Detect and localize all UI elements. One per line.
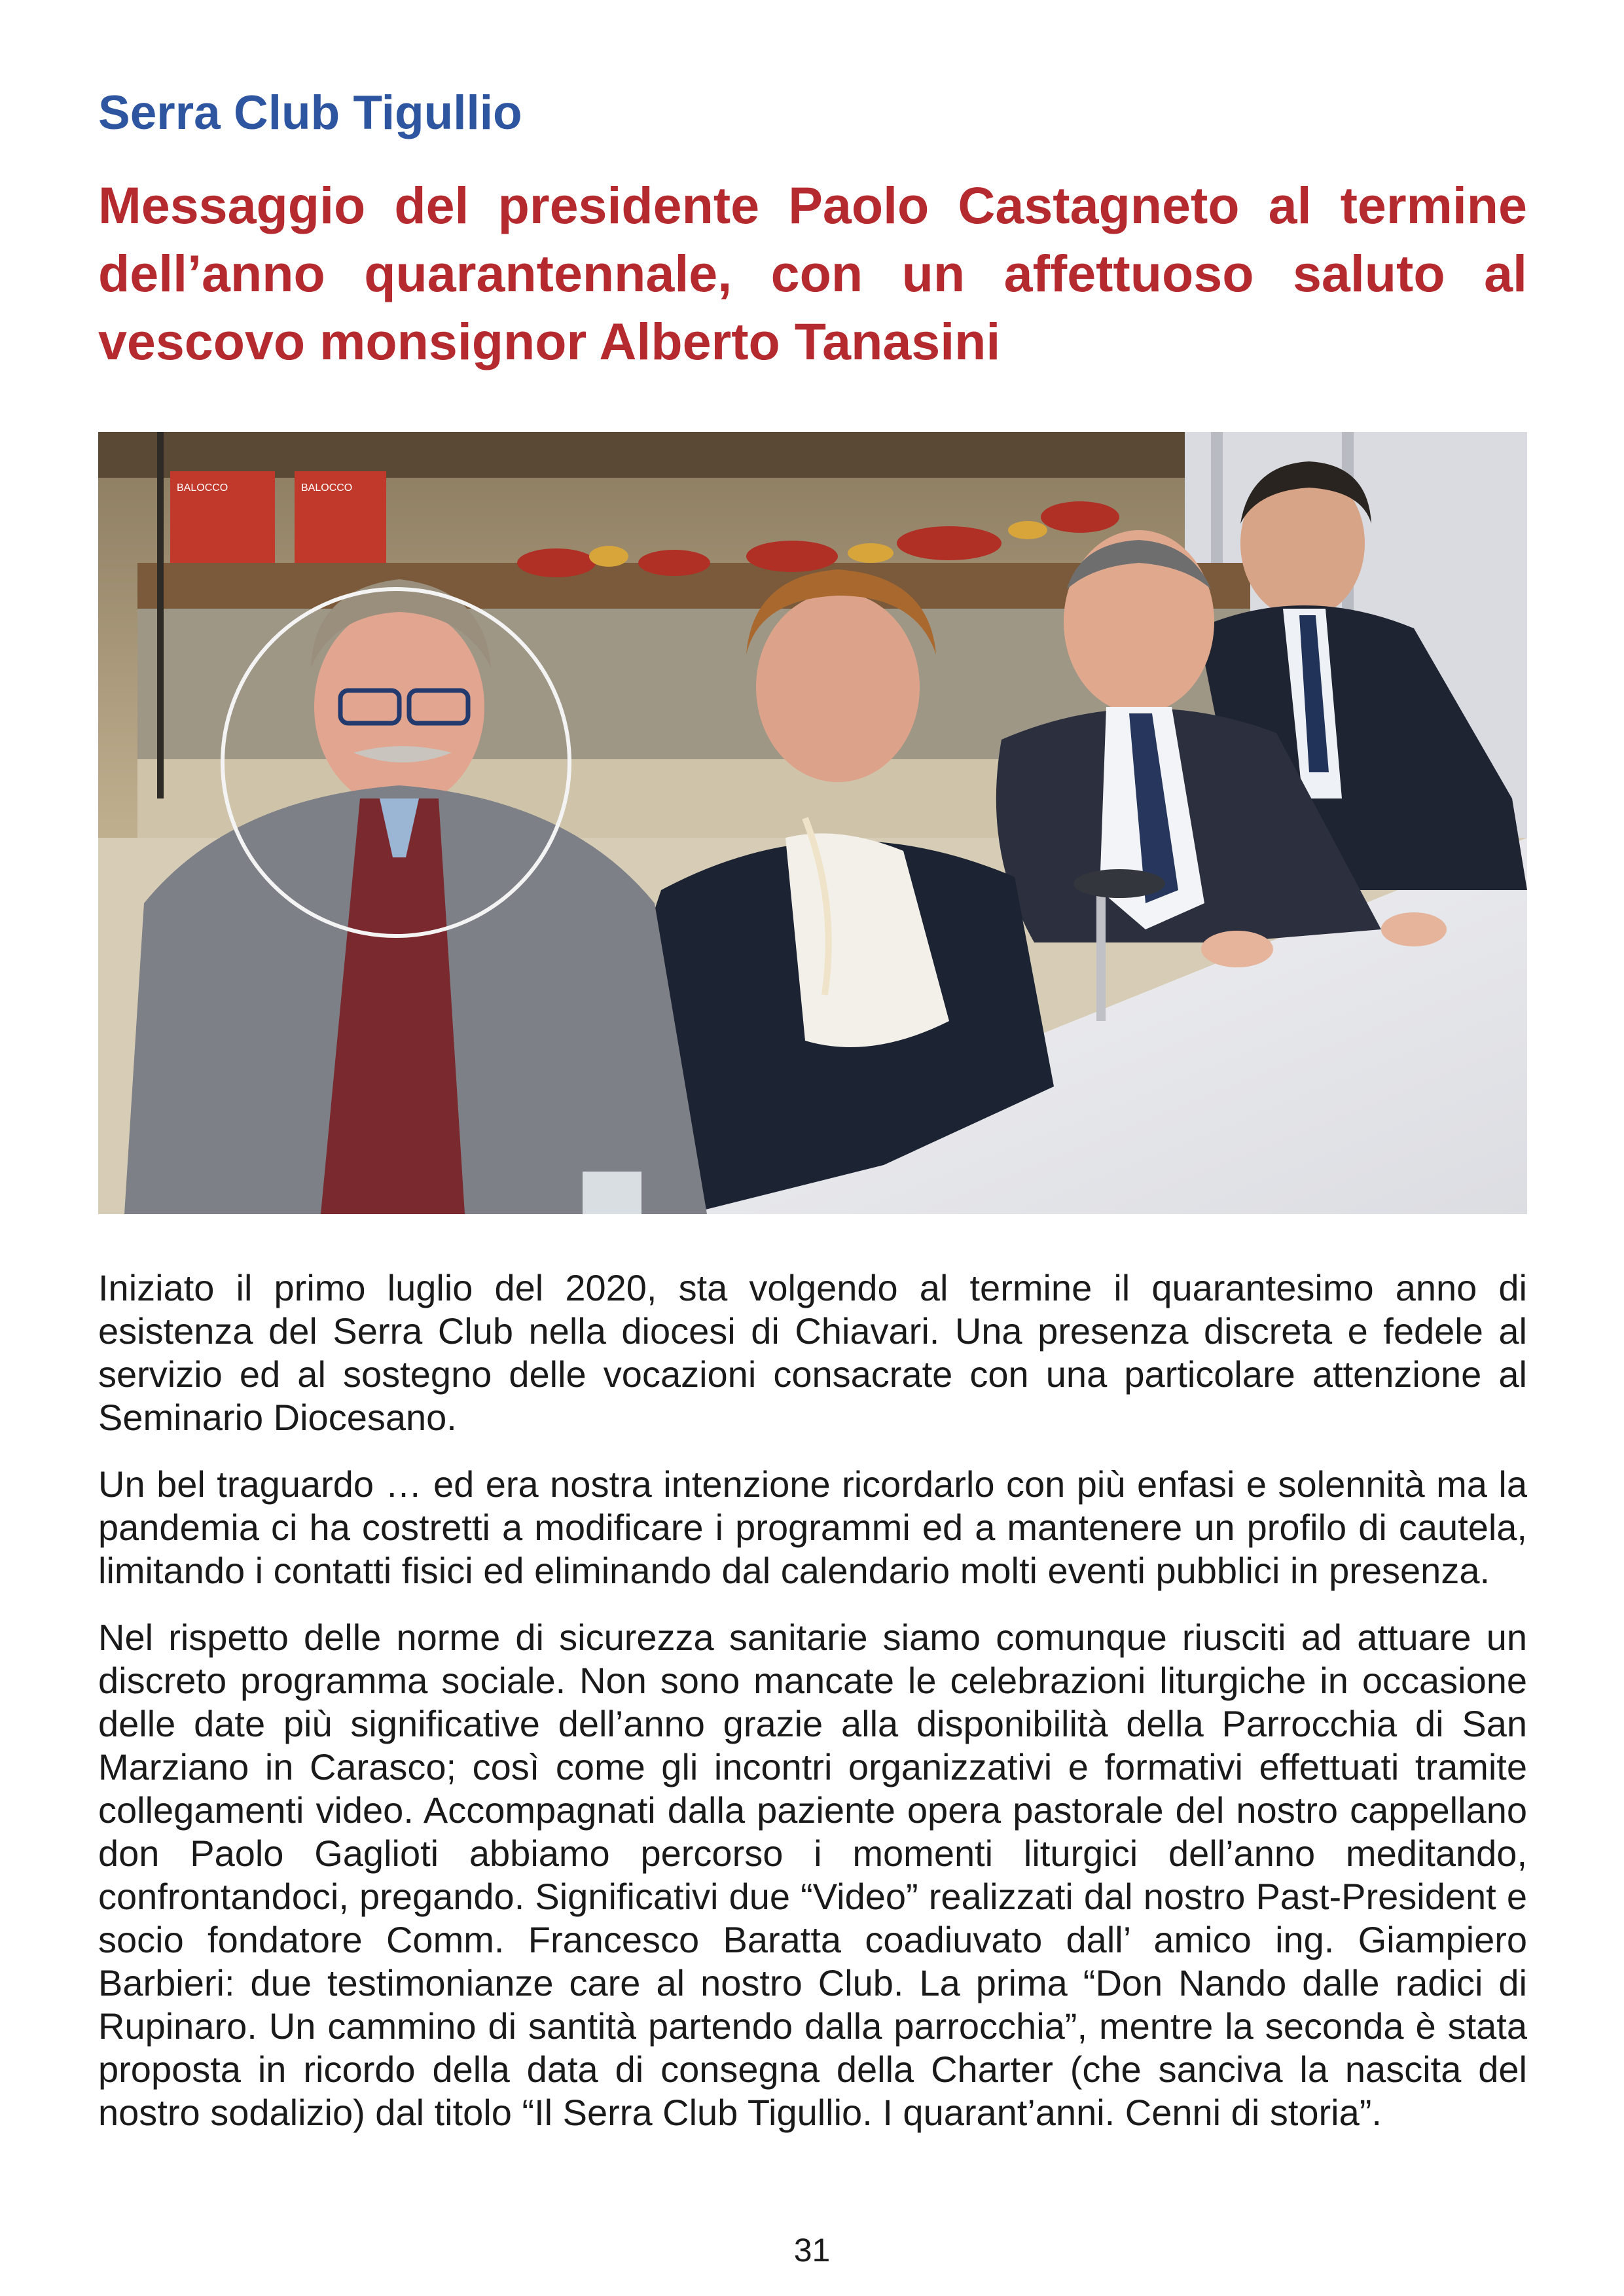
article-body: [98, 1266, 1527, 2158]
box-label: BALOCCO: [177, 482, 228, 493]
section-title: Serra Club Tigullio: [98, 86, 522, 139]
box-label: BALOCCO: [301, 482, 353, 493]
paragraph: Iniziato il primo luglio del 2020, sta volgendo al termine il quarantesimo anno di esistenza del Serra Club nella diocesi di Chiavari. Una presenza discreta e fedele al servizio ed al sostegno delle vocazioni consacrate con una particolare attenzione al Seminario Diocesano.: [98, 1267, 1527, 1438]
paragraph: Un bel traguardo … ed era nostra intenzione ricordarlo con più enfasi e solennità ma la pandemia ci ha costretti a modificare i programmi ed a mantenere un profilo di cautela, limitando i contatti fisici ed eliminando dal calendario molti eventi pubblici in presenza.: [98, 1463, 1527, 1591]
paragraph: Nel rispetto delle norme di sicurezza sanitarie siamo comunque riusciti ad attuare un discreto programma sociale. Non sono mancate le celebrazioni liturgiche in occasione delle date più significative dell’anno grazie alla disponibilità della Parrocchia di San Marziano in Carasco; così come gli incontri organizzativi e formativi effettuati tramite collegamenti video. Accompagnati dalla paziente opera pastorale del nostro cappellano don Paolo Gaglioti abbiamo percorso i momenti liturgici dell’anno meditando, confrontandoci, pregando. Significativi due “Video” realizzati dal nostro Past-President e socio fondatore Comm. Francesco Baratta coadiuvato dall’ amico ing. Giampiero Barbieri: due testimonianze care al nostro Club. La prima “Don Nando dalle radici di Rupinaro. Un cammino di santità partendo dalla parrocchia”, mentre la seconda è stata proposta in ricordo della data di consegna della Charter (che sanciva la nascita del nostro sodalizio) dal titolo “Il Serra Club Tigullio. I quarant’anni. Cenni di storia”.: [98, 1617, 1527, 2133]
group-photo-illustration: [98, 432, 1527, 1214]
group-photo: [98, 432, 1527, 1214]
page-number: 31: [793, 2232, 831, 2269]
article-headline: Messaggio del presidente Paolo Castagneto al termine dell’anno quarantennale, con un affettuoso saluto al vescovo monsignor Alberto Tanasini: [98, 176, 1527, 370]
